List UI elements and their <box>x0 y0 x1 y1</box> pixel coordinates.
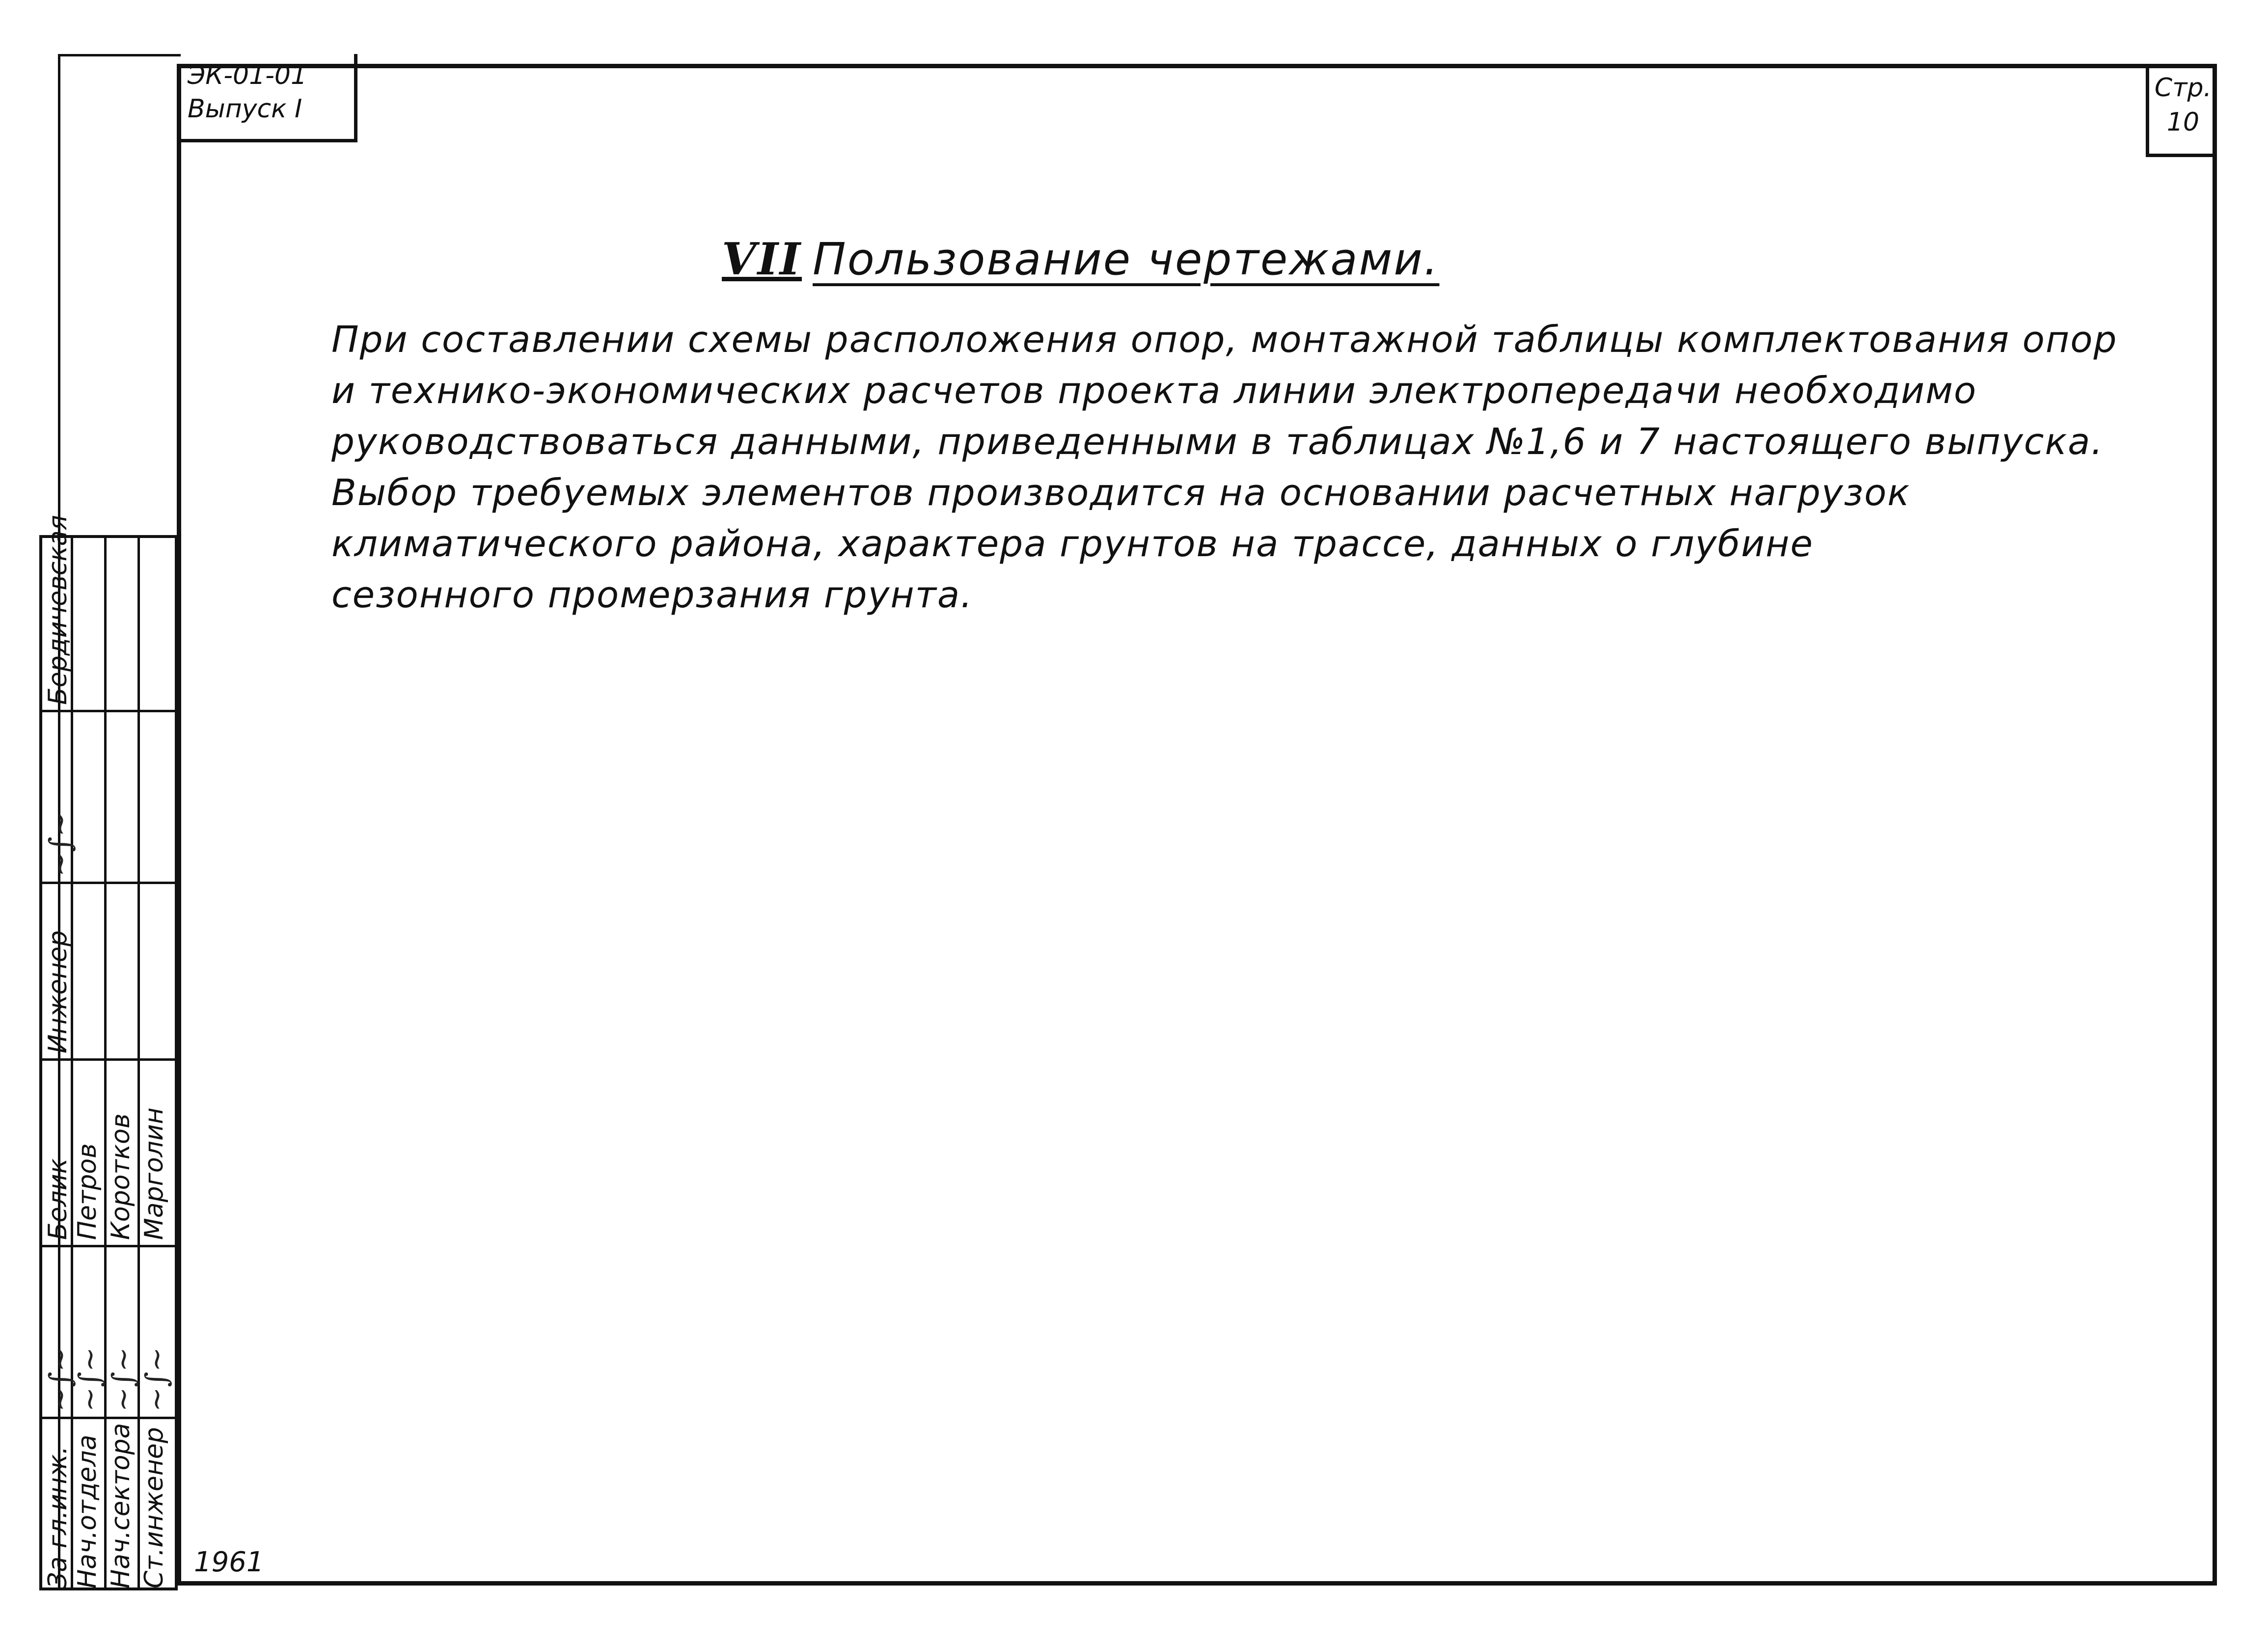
approval-stamp <box>39 515 178 1590</box>
drawing-frame <box>177 64 2217 1586</box>
section-title <box>722 233 1439 285</box>
section-title-text: Пользование чертежами. <box>813 234 1440 285</box>
stamp-divider <box>42 882 175 884</box>
stamp-divider <box>42 710 175 712</box>
paragraph-line: и технико-экономических расчетов проекта линии электропередачи необходимо <box>331 370 1977 412</box>
stamp-divider <box>42 1058 175 1061</box>
signature: ~∫~ <box>139 1347 174 1412</box>
top-margin-line <box>58 54 181 56</box>
stamp-role: Нач.сектора <box>106 1423 136 1588</box>
paragraph-line: Выбор требуемых элементов производится на основании расчетных нагрузок <box>331 472 1911 514</box>
stamp-divider <box>42 1417 175 1419</box>
engineer-name: Бердичевская <box>43 515 73 705</box>
stamp-role: За гл.инж. <box>43 1446 73 1588</box>
signature: ~∫~ <box>73 1347 107 1412</box>
stamp-role: Нач.отдела <box>73 1434 102 1588</box>
paragraph-line: При составлении схемы расположения опор, монтажной таблицы комплектования опор <box>331 319 2118 361</box>
stamp-name: Коротков <box>106 1113 136 1240</box>
paragraph-line: климатического района, характера грунтов на трассе, данных о глубине <box>331 523 1814 565</box>
stamp-name: Белик <box>43 1158 73 1240</box>
document-code: ЭК-01-01 <box>188 61 307 90</box>
stamp-name: Марголин <box>139 1107 169 1240</box>
signature: ~∫~ <box>43 1347 78 1412</box>
section-number: VII <box>722 233 802 285</box>
stamp-name: Петров <box>73 1143 102 1240</box>
engineer-signature: ~∫~ <box>43 812 78 877</box>
document-code-box <box>181 54 357 142</box>
stamp-divider <box>42 1245 175 1247</box>
signature: ~∫~ <box>106 1347 140 1412</box>
body-paragraph <box>331 314 2148 620</box>
stamp-role: Ст.инженер <box>139 1427 169 1588</box>
page-label: Стр. <box>2154 73 2212 103</box>
year: 1961 <box>194 1546 264 1578</box>
issue-label: Выпуск I <box>188 94 302 124</box>
page-number-box <box>2146 64 2217 157</box>
paragraph-line: руководствоваться данными, приведенными в таблицах №1,6 и 7 настоящего выпуска. <box>331 421 2104 463</box>
engineer-label: Инженер <box>43 930 73 1053</box>
paragraph-line: сезонного промерзания грунта. <box>331 574 973 616</box>
page-number: 10 <box>2166 108 2200 137</box>
